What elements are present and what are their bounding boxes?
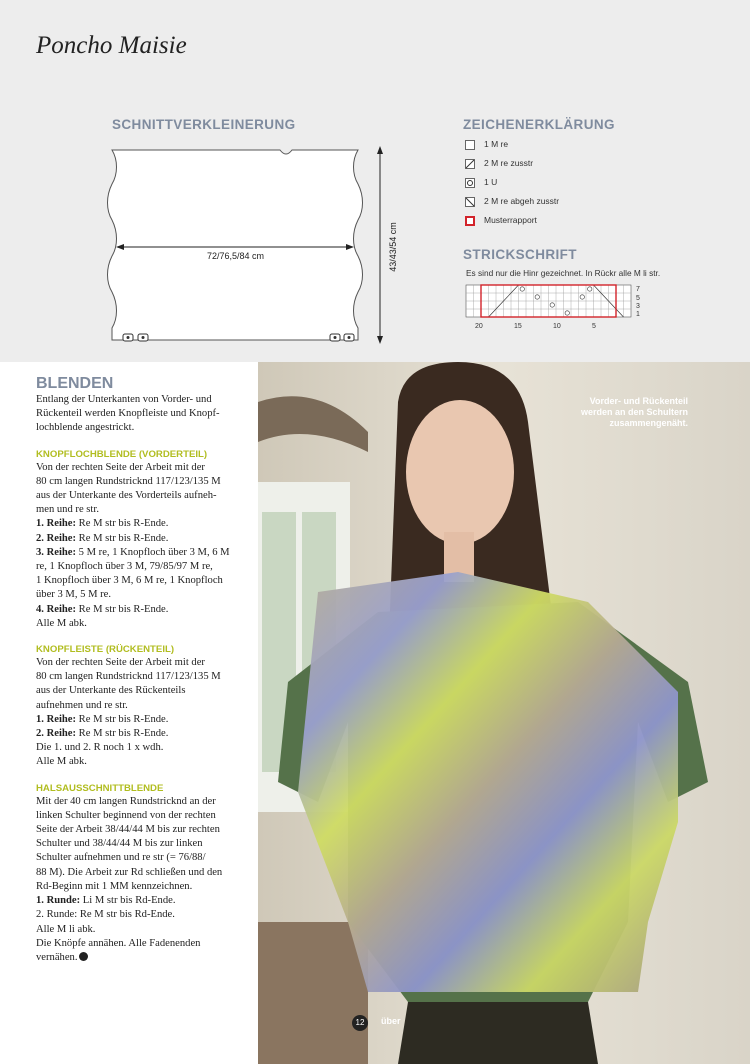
- backslash-square-icon: [465, 197, 475, 207]
- empty-square-icon: [465, 140, 475, 150]
- next-page-label: über: [381, 1016, 401, 1026]
- row-number: 3: [636, 303, 640, 310]
- legend-item: Musterrapport: [463, 215, 723, 234]
- column-number: 10: [553, 323, 561, 330]
- instruction-line: Von der rechten Seite der Arbeit mit der: [36, 461, 205, 473]
- page-title: Poncho Maisie: [36, 32, 187, 59]
- subsection-heading: HALSAUSSCHNITTBLENDE: [36, 782, 164, 794]
- instruction-line: Schulter und 38/44/44 M bis zur linken: [36, 838, 203, 850]
- chart-note: Es sind nur die Hinr gezeichnet. In Rückr alle M li str.: [466, 268, 661, 278]
- schematic-diagram: [100, 140, 400, 350]
- model-photo: [258, 362, 750, 1064]
- instruction-line: vernähen.: [36, 951, 250, 965]
- page-number: 12: [352, 1015, 368, 1031]
- legend-item: 2 M re zusstr: [463, 158, 723, 177]
- button-icon: [123, 334, 133, 341]
- button-icon: [330, 334, 340, 341]
- instruction-line: re, 1 Knopfloch über 3 M, 79/85/97 M re,: [36, 561, 213, 573]
- subsection-heading: KNOPFLOCHBLENDE (VORDERTEIL): [36, 448, 208, 460]
- instruction-line: linken Schulter beginnend von der rechten: [36, 809, 216, 821]
- chart-heading: STRICKSCHRIFT: [463, 247, 577, 262]
- legend-item: 1 M re: [463, 139, 723, 158]
- instruction-line: 4. Reihe: Re M str bis R-Ende.: [36, 603, 169, 615]
- instruction-line: Von der rechten Seite der Arbeit mit der: [36, 657, 205, 669]
- instruction-line: über 3 M, 5 M re.: [36, 589, 112, 601]
- instruction-line: 2. Reihe: Re M str bis R-Ende.: [36, 728, 169, 740]
- column-number: 15: [514, 323, 522, 330]
- instruction-line: Schulter aufnehmen und re str (= 76/88/: [36, 852, 206, 864]
- instruction-line: 1. Runde: Li M str bis Rd-Ende.: [36, 895, 176, 907]
- width-label: 72/76,5/84 cm: [207, 251, 265, 261]
- row-number: 1: [636, 311, 640, 318]
- instruction-line: men und re str.: [36, 504, 99, 516]
- subsection-heading: KNOPFLEISTE (RÜCKENTEIL): [36, 644, 175, 656]
- instruction-line: 1. Reihe: Re M str bis R-Ende.: [36, 713, 169, 725]
- legend-item: 1 U: [463, 177, 723, 196]
- height-label: 43/43/54 cm: [388, 222, 398, 272]
- instruction-line: 88 M). Die Arbeit zur Rd schließen und den: [36, 866, 223, 878]
- instruction-line: Alle M abk.: [36, 617, 87, 629]
- instruction-line: Alle M abk.: [36, 756, 87, 768]
- button-icon: [344, 334, 354, 341]
- instruction-text: [36, 461, 250, 631]
- legend: [463, 139, 723, 234]
- instruction-line: 80 cm langen Rundstricknd 117/123/135 M: [36, 475, 221, 487]
- instruction-line: 3. Reihe: 5 M re, 1 Knopfloch über 3 M, 6 M: [36, 546, 230, 558]
- row-number: 5: [636, 295, 640, 302]
- button-icon: [138, 334, 148, 341]
- photo-caption: Vorder- und Rückenteil werden an den Schultern zusammengenäht.: [580, 396, 688, 428]
- instruction-line: Rd-Beginn mit 1 MM kennzeichnen.: [36, 880, 193, 892]
- column-number: 20: [475, 323, 483, 330]
- instruction-line: Seite der Arbeit 38/44/44 M bis zur rechten: [36, 824, 220, 836]
- intro-text: Entlang der Unterkanten von Vorder- und Rückenteil werden Knopfleiste und Knopf- lochblende angestrickt.: [36, 394, 220, 434]
- instruction-text: [36, 656, 250, 770]
- instruction-line: 2. Reihe: Re M str bis R-Ende.: [36, 532, 169, 544]
- row-number: 7: [636, 286, 640, 293]
- legend-heading: ZEICHENERKLÄRUNG: [463, 117, 615, 132]
- instruction-line: 80 cm langen Rundstricknd 117/123/135 M: [36, 671, 221, 683]
- circle-square-icon: [465, 178, 475, 188]
- instruction-text: [36, 795, 250, 965]
- instruction-line: 2. Runde: Re M str bis Rd-Ende.: [36, 909, 175, 921]
- section-heading: BLENDEN: [36, 375, 114, 392]
- end-mark-icon: [79, 952, 88, 961]
- instruction-line: 1 Knopfloch über 3 M, 6 M re, 1 Knopfloch: [36, 575, 223, 587]
- legend-item: 2 M re abgeh zusstr: [463, 196, 723, 215]
- instruction-line: Die 1. und 2. R noch 1 x wdh.: [36, 742, 164, 754]
- slash-square-icon: [465, 159, 475, 169]
- knitting-chart: [460, 282, 645, 332]
- instruction-line: 1. Reihe: Re M str bis R-Ende.: [36, 518, 169, 530]
- instruction-line: Die Knöpfe annähen. Alle Fadenenden: [36, 937, 201, 949]
- instruction-line: Alle M li abk.: [36, 923, 96, 935]
- instruction-line: aufnehmen und re str.: [36, 699, 128, 711]
- instruction-line: Mit der 40 cm langen Rundstricknd an der: [36, 795, 216, 807]
- schematic-heading: SCHNITTVERKLEINERUNG: [112, 117, 296, 132]
- instruction-line: aus der Unterkante des Vorderteils aufneh-: [36, 490, 217, 502]
- column-number: 5: [592, 323, 596, 330]
- instructions-column: [36, 375, 250, 965]
- instruction-line: aus der Unterkante des Rückenteils: [36, 685, 186, 697]
- red-square-icon: [465, 216, 475, 226]
